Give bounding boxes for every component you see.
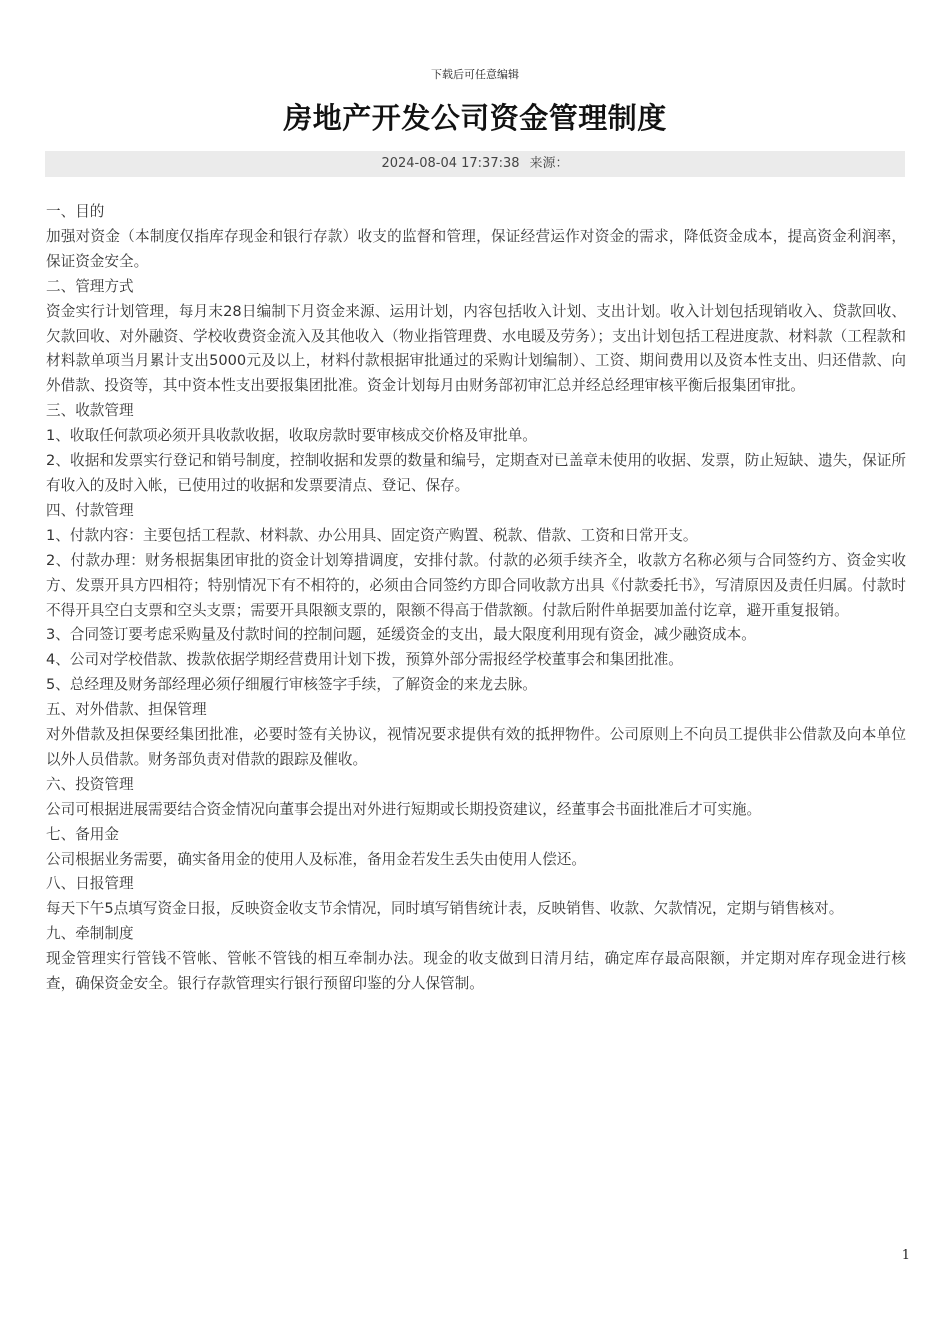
meta-bar	[45, 151, 905, 177]
paragraph: 资金实行计划管理，每月末28日编制下月资金来源、运用计划，内容包括收入计划、支出计划。收入计划包括现销收入、贷款回收、欠款回收、对外融资、学校收费资金流入及其他收入（物业指管理费、水电暖及劳务）；支出计划包括工程进度款、材料款（工程款和材料款单项当月累计支出5000元及以上，材料付款根据审批通过的采购计划编制）、工资、期间费用以及资本性支出、归还借款、向外借款、投资等，其中资本性支出要报集团批准。资金计划每月由财务部初审汇总并经总经理审核平衡后报集团审批。	[46, 302, 906, 395]
paragraph: 公司可根据进展需要结合资金情况向董事会提出对外进行短期或长期投资建议，经董事会书面批准后才可实施。	[46, 800, 762, 818]
page-number: 1	[901, 1248, 910, 1263]
paragraph: 2、收据和发票实行登记和销号制度，控制收据和发票的数量和编号，定期查对已盖章未使用的收据、发票，防止短缺、遗失，保证所有收入的及时入帐，已使用过的收据和发票要清点、登记、保存。	[46, 452, 906, 494]
document-title: 房地产开发公司资金管理制度	[283, 101, 667, 135]
paragraph: 5、总经理及财务部经理必须仔细履行审核签字手续，了解资金的来龙去脉。	[46, 676, 537, 694]
paragraph: 每天下午5点填写资金日报，反映资金收支节余情况，同时填写销售统计表，反映销售、收款、欠款情况，定期与销售核对。	[46, 900, 844, 918]
paragraph: 现金管理实行管钱不管帐、管帐不管钱的相互牵制办法。现金的收支做到日清月结，确定库存最高限额，并定期对库存现金进行核查，确保资金安全。银行存款管理实行银行预留印鉴的分人保管制。	[46, 950, 906, 993]
paragraph: 3、合同签订要考虑采购量及付款时间的控制问题，延缓资金的支出，最大限度利用现有资金，减少融资成本。	[46, 626, 756, 644]
document-body	[46, 200, 906, 997]
section-heading: 七、备用金	[46, 825, 119, 843]
page-header-note: 下载后可任意编辑	[431, 68, 519, 81]
paragraph: 1、收取任何款项必须开具收款收据，收取房款时要审核成交价格及审批单。	[46, 427, 537, 445]
publish-datetime: 2024-08-04 17:37:38	[381, 156, 520, 171]
section-heading: 二、管理方式	[46, 277, 134, 295]
section-heading: 一、目的	[46, 203, 105, 220]
section-heading: 五、对外借款、担保管理	[46, 701, 207, 719]
section-heading: 八、日报管理	[46, 875, 134, 893]
paragraph: 4、公司对学校借款、拨款依据学期经营费用计划下拨，预算外部分需报经学校董事会和集团批准。	[46, 651, 683, 669]
section-heading: 九、牵制制度	[46, 925, 134, 943]
source-label: 来源：	[529, 156, 569, 171]
paragraph: 2、付款办理：财务根据集团审批的资金计划筹措调度，安排付款。付款的必须手续齐全，收款方名称必须与合同签约方、资金实收方、发票开具方四相符；特别情况下有不相符的，必须由合同签约方即合同收款方出具《付款委托书》，写清原因及责任归属。付款时不得开具空白支票和空头支票；需要开具限额支票的，限额不得高于借款额。付款后附件单据要加盖付讫章，避开重复报销。	[46, 551, 906, 619]
paragraph: 加强对资金（本制度仅指库存现金和银行存款）收支的监督和管理，保证经营运作对资金的需求，降低资金成本，提高资金利润率，保证资金安全。	[46, 227, 906, 270]
section-heading: 四、付款管理	[46, 501, 134, 519]
paragraph: 1、付款内容：主要包括工程款、材料款、办公用具、固定资产购置、税款、借款、工资和日常开支。	[46, 526, 698, 544]
section-heading: 六、投资管理	[46, 775, 134, 793]
section-heading: 三、收款管理	[46, 402, 134, 420]
paragraph: 公司根据业务需要，确实备用金的使用人及标准，备用金若发生丢失由使用人偿还。	[46, 850, 586, 868]
paragraph: 对外借款及担保要经集团批准，必要时签有关协议，视情况要求提供有效的抵押物件。公司原则上不向员工提供非公借款及向本单位以外人员借款。财务部负责对借款的跟踪及催收。	[46, 726, 906, 768]
